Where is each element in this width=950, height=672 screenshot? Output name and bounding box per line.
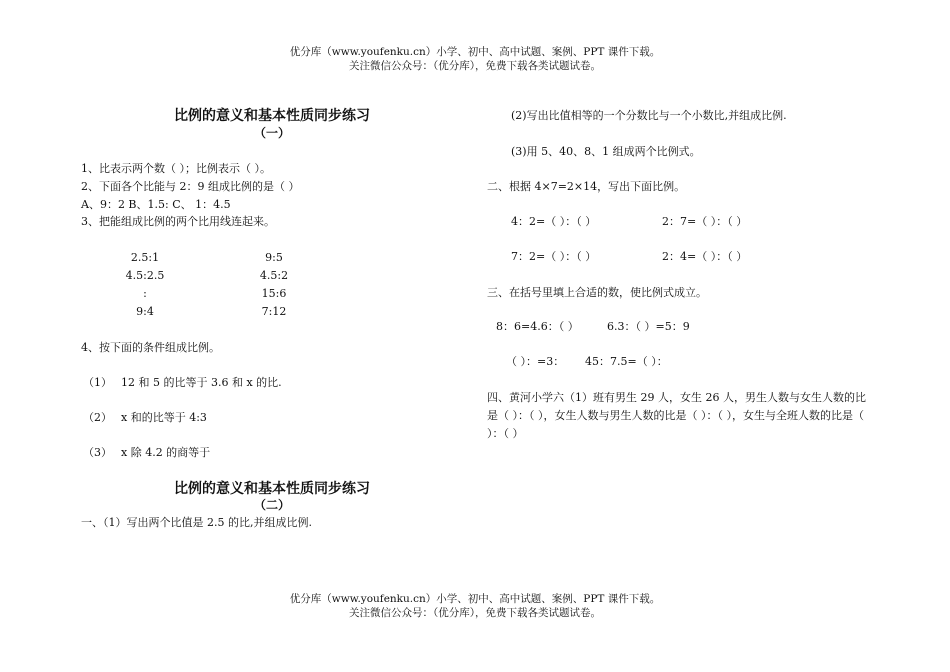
left-ratio: 2.5:1 [130,251,160,264]
section-3-item: 8：6=4.6：（ ） [496,320,579,333]
question-2-options: A、9：2 B、1.5: C、 1：4.5 [81,198,231,211]
part1-title: 比例的意义和基本性质同步练习 [174,108,370,124]
section-3-item: 45：7.5=（ ）： [585,355,668,368]
section-2-item: 2：4=（ ）：（ ） [662,250,748,263]
section-2-item: 7：2=（ ）：（ ） [511,250,597,263]
q4-item-text: 12 和 5 的比等于 3.6 和 x 的比. [121,376,282,389]
header-line-1: 优分库（www.youfenku.cn）小学、初中、高中试题、案例、PPT 课件下载。 [289,46,661,58]
right-ratio: 4.5:2 [259,269,289,282]
section-2-item: 2：7=（ ）：（ ） [662,215,748,228]
q4-item-number: （1） [83,376,112,389]
left-ratio: 9:4 [136,305,154,318]
header-line-2: 关注微信公众号：（优分库），免费下载各类试题试卷。 [349,60,601,72]
section-3-item: 6.3：（ ）=5：9 [607,320,690,333]
left-ratio: 4.5:2.5 [125,269,165,282]
q4-item-text: x 除 4.2 的商等于 [121,446,211,459]
q4-item-number: （3） [83,446,112,459]
section-1-item-2: (2)写出比值相等的一个分数比与一个小数比,并组成比例. [511,109,787,122]
right-ratio: 7:12 [261,305,287,318]
question-3: 3、把能组成比例的两个比用线连起来。 [81,215,275,228]
section-3: 三、在括号里填上合适的数，使比例式成立。 [487,286,707,299]
question-4: 4、按下面的条件组成比例。 [81,341,220,354]
section-3-item: （ ）：=3： [506,355,565,368]
left-ratio: : [143,287,147,300]
part1-subtitle: （一） [253,126,290,140]
part2-title: 比例的意义和基本性质同步练习 [174,481,370,497]
question-1: 1、比表示两个数（ ）；比例表示（ ）。 [81,162,271,175]
q4-item-text: x 和的比等于 4:3 [121,411,207,424]
section-2: 二、根据 4×7=2×14，写出下面比例。 [487,180,686,193]
q4-item-number: （2） [83,411,112,424]
section-2-item: 4：2=（ ）：（ ） [511,215,597,228]
right-ratio: 15:6 [261,287,287,300]
section-4: 四、黄河小学六（1）班有男生 29 人，女生 26 人，男生人数与女生人数的比是（ ）：（ ），女生人数与男生人数的比是（ ）：（ ），女生与全班人数的比是（ ）：（ ） [487,391,866,440]
section-1-item-3: (3)用 5、40、8、1 组成两个比例式。 [511,145,701,158]
section-1-item-1: 一、（1）写出两个比值是 2.5 的比,并组成比例. [81,516,312,529]
footer-line-2: 关注微信公众号：（优分库），免费下载各类试题试卷。 [349,607,601,619]
question-2: 2、下面各个比能与 2：9 组成比例的是（ ） [81,180,300,193]
footer-line-1: 优分库（www.youfenku.cn）小学、初中、高中试题、案例、PPT 课件下载。 [289,593,661,605]
part2-subtitle: （二） [253,498,290,512]
right-ratio: 9:5 [265,251,283,264]
